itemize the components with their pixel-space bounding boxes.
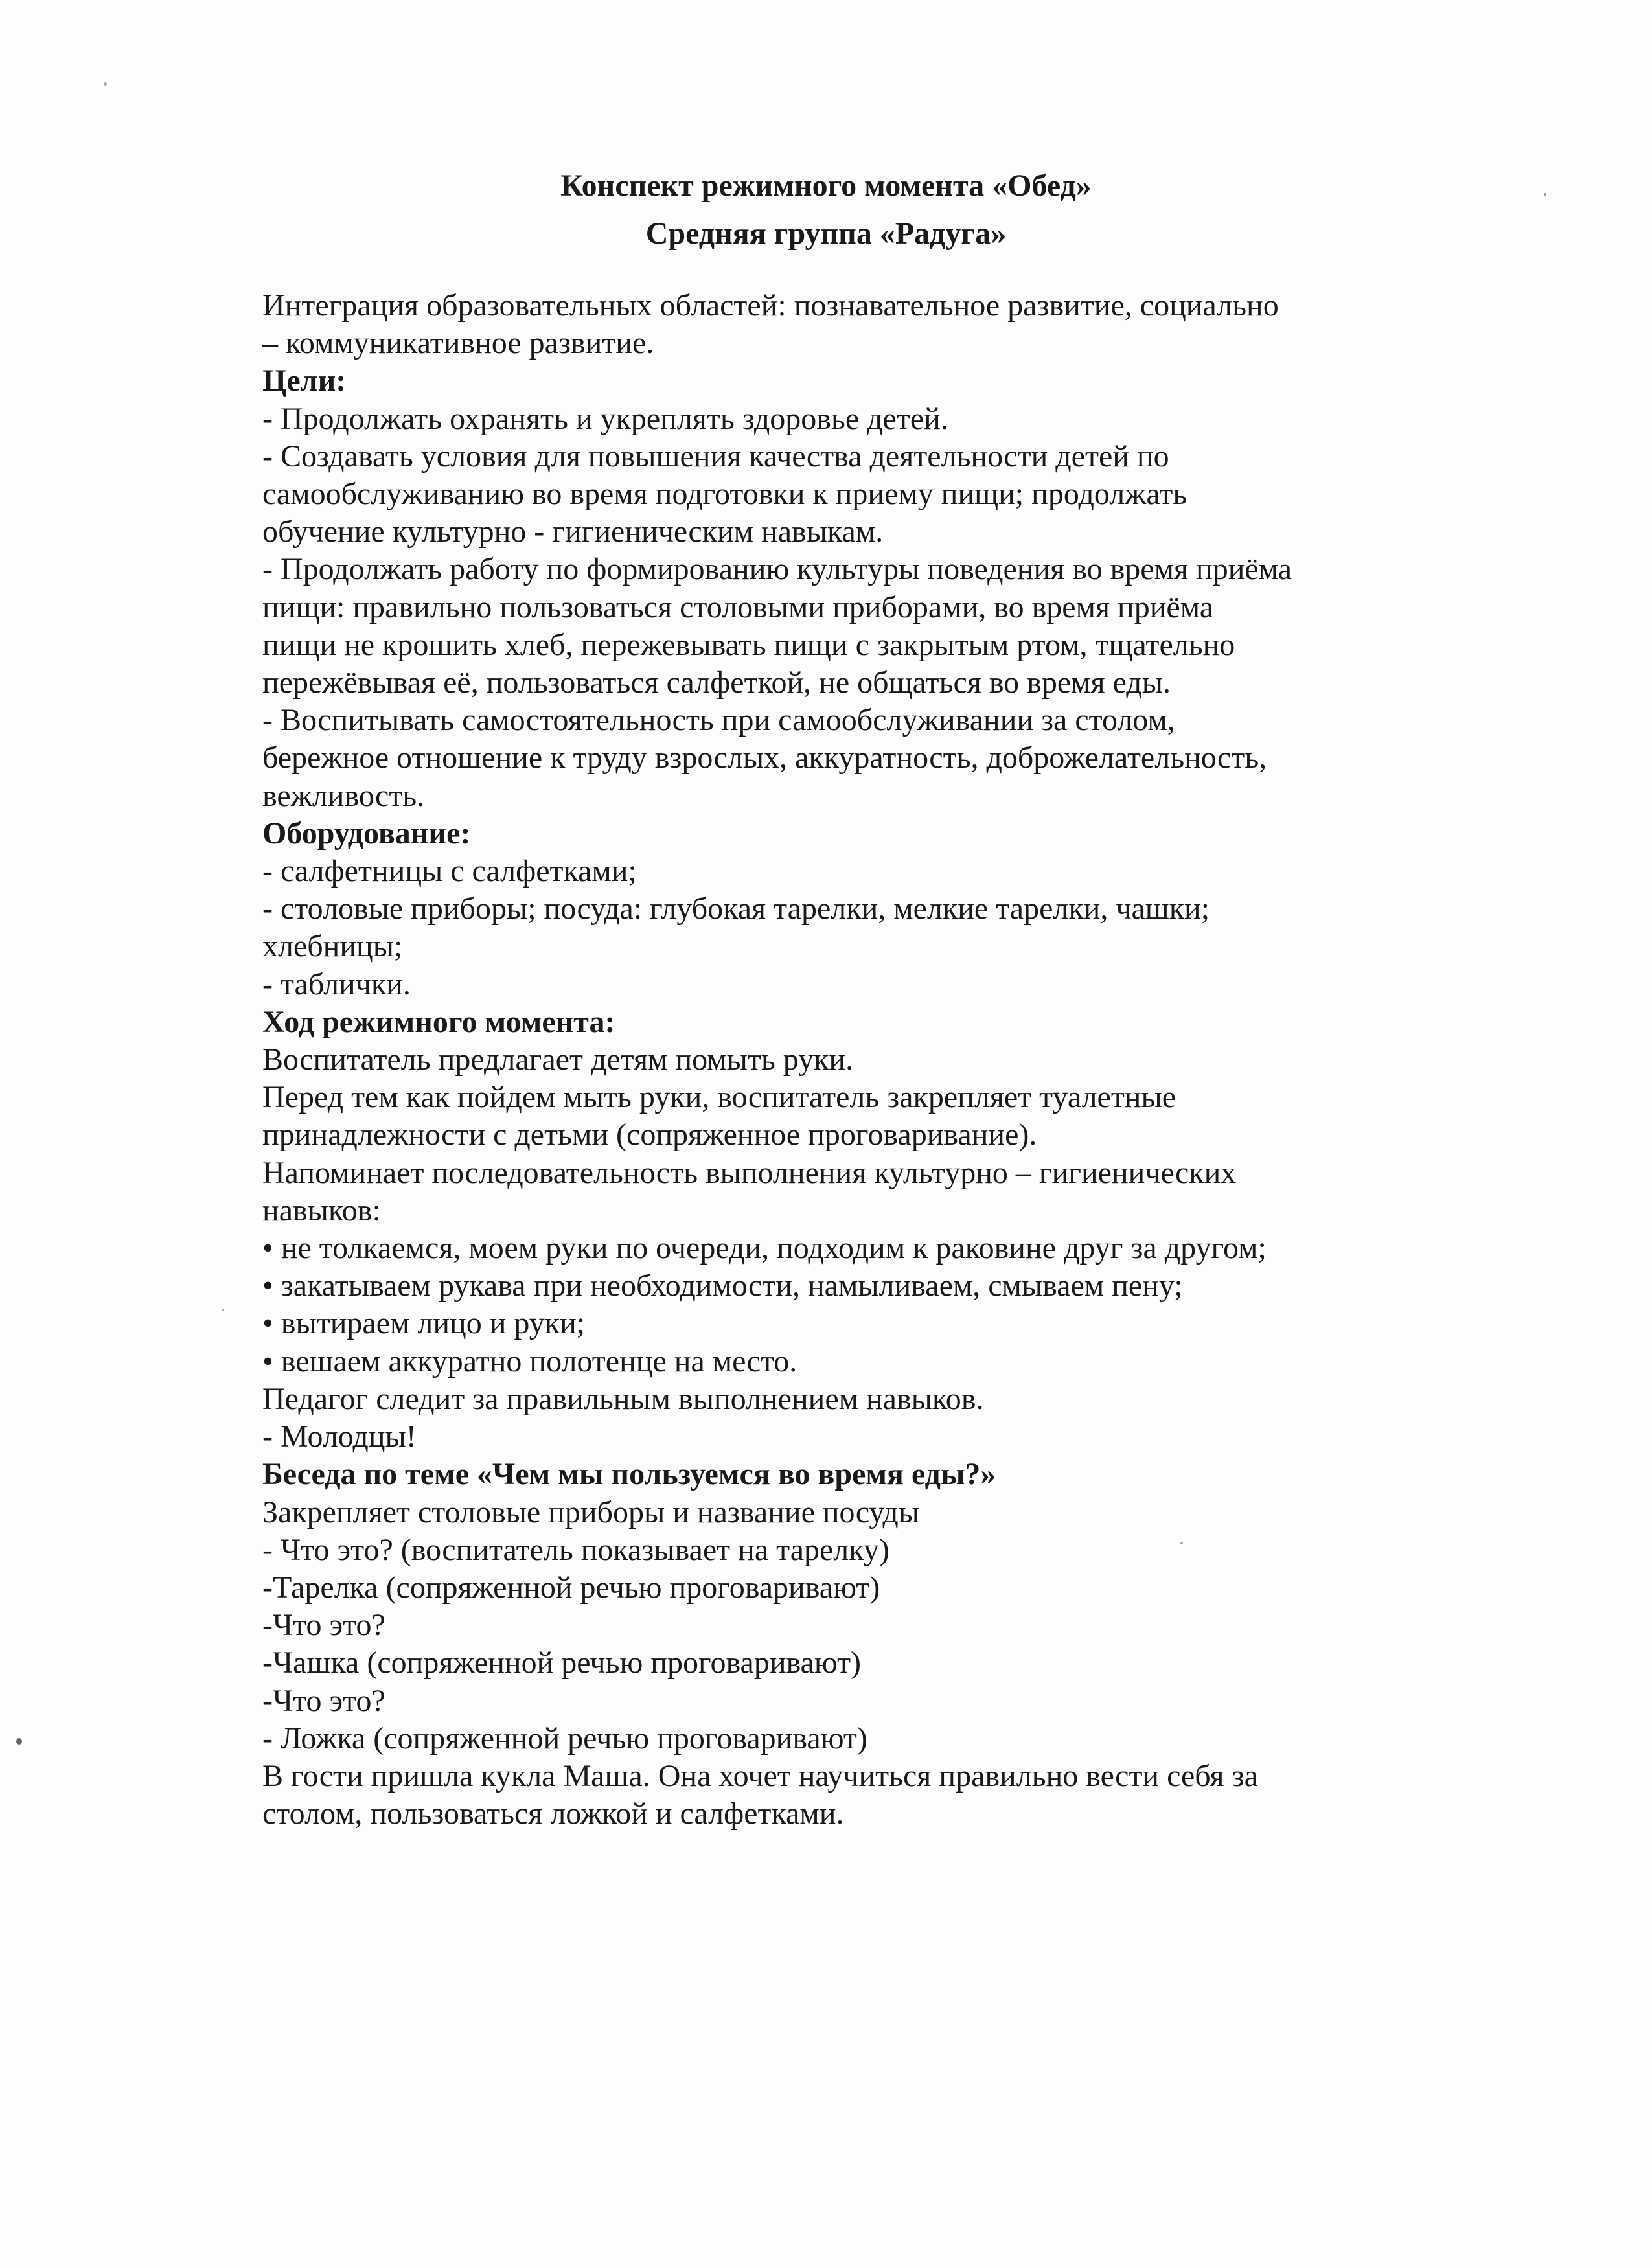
scan-speck xyxy=(104,82,107,86)
text-line: - салфетницы с салфетками; xyxy=(262,854,637,889)
title-line-1: Конспект режимного момента «Обед» xyxy=(560,168,1092,203)
text-line: - столовые приборы; посуда: глубокая тарелки, мелкие тарелки, чашки; xyxy=(262,891,1210,926)
section-heading: Цели: xyxy=(262,363,347,398)
document-body xyxy=(262,287,1532,1833)
text-line: Напоминает последовательность выполнения культурно – гигиенических xyxy=(262,1155,1237,1190)
text-line: • закатываем рукава при необходимости, намыливаем, смываем пену; xyxy=(262,1268,1183,1303)
text-line: Закрепляет столовые приборы и название посуды xyxy=(262,1495,920,1529)
text-line: • вешаем аккуратно полотенце на место. xyxy=(262,1344,797,1379)
text-line: навыков: xyxy=(262,1193,381,1228)
text-line: Педагог следит за правильным выполнением навыков. xyxy=(262,1381,984,1416)
text-line: Воспитатель предлагает детям помыть руки. xyxy=(262,1042,854,1077)
text-line: столом, пользоваться ложкой и салфетками. xyxy=(262,1796,844,1831)
text-line: • не толкаемся, моем руки по очереди, подходим к раковине друг за другом; xyxy=(262,1231,1267,1266)
text-line: - Что это? (воспитатель показывает на тарелку) xyxy=(262,1532,889,1567)
document-title xyxy=(0,162,1652,258)
text-line: - Молодцы! xyxy=(262,1419,417,1454)
text-line: пережёвывая её, пользоваться салфеткой, не общаться во время еды. xyxy=(262,665,1171,700)
section-heading: Беседа по теме «Чем мы пользуемся во время еды?» xyxy=(262,1457,996,1492)
text-line: - Создавать условия для повышения качества деятельности детей по xyxy=(262,439,1169,474)
text-line: Интеграция образовательных областей: познавательное развитие, социально xyxy=(262,288,1279,323)
text-line: - Продолжать охранять и укреплять здоровье детей. xyxy=(262,401,948,436)
text-line: – коммуникативное развитие. xyxy=(262,326,654,361)
text-line: самообслуживанию во время подготовки к приему пищи; продолжать xyxy=(262,477,1187,512)
text-line: принадлежности с детьми (сопряженное проговаривание). xyxy=(262,1117,1037,1152)
text-line: -Тарелка (сопряженной речью проговаривают) xyxy=(262,1570,880,1605)
section-heading: Ход режимного момента: xyxy=(262,1004,615,1039)
section-heading: Оборудование: xyxy=(262,816,471,851)
text-line: -Чашка (сопряженной речью проговаривают) xyxy=(262,1645,862,1680)
text-line: хлебницы; xyxy=(262,929,403,964)
scan-speck xyxy=(16,1738,22,1745)
text-line: -Что это? xyxy=(262,1683,385,1718)
text-line: - Продолжать работу по формированию культуры поведения во время приёма xyxy=(262,552,1292,587)
text-line: - Воспитывать самостоятельность при самообслуживании за столом, xyxy=(262,703,1175,738)
text-line: пищи: правильно пользоваться столовыми приборами, во время приёма xyxy=(262,590,1214,624)
text-line: обучение культурно - гигиеническим навыкам. xyxy=(262,514,884,549)
text-line: • вытираем лицо и руки; xyxy=(262,1306,586,1341)
text-line: вежливость. xyxy=(262,778,425,813)
text-line: - Ложка (сопряженной речью проговаривают) xyxy=(262,1721,867,1756)
scan-speck xyxy=(222,1309,224,1311)
text-line: Перед тем как пойдем мыть руки, воспитатель закрепляет туалетные xyxy=(262,1080,1176,1115)
text-line: пищи не крошить хлеб, пережевывать пищи с закрытым ртом, тщательно xyxy=(262,627,1235,662)
text-line: -Что это? xyxy=(262,1608,385,1643)
text-line: В гости пришла кукла Маша. Она хочет научиться правильно вести себя за xyxy=(262,1758,1258,1793)
text-line: бережное отношение к труду взрослых, аккуратность, доброжелательность, xyxy=(262,740,1267,775)
title-line-2: Средняя группа «Радуга» xyxy=(645,216,1007,251)
text-line: - таблички. xyxy=(262,967,411,1002)
